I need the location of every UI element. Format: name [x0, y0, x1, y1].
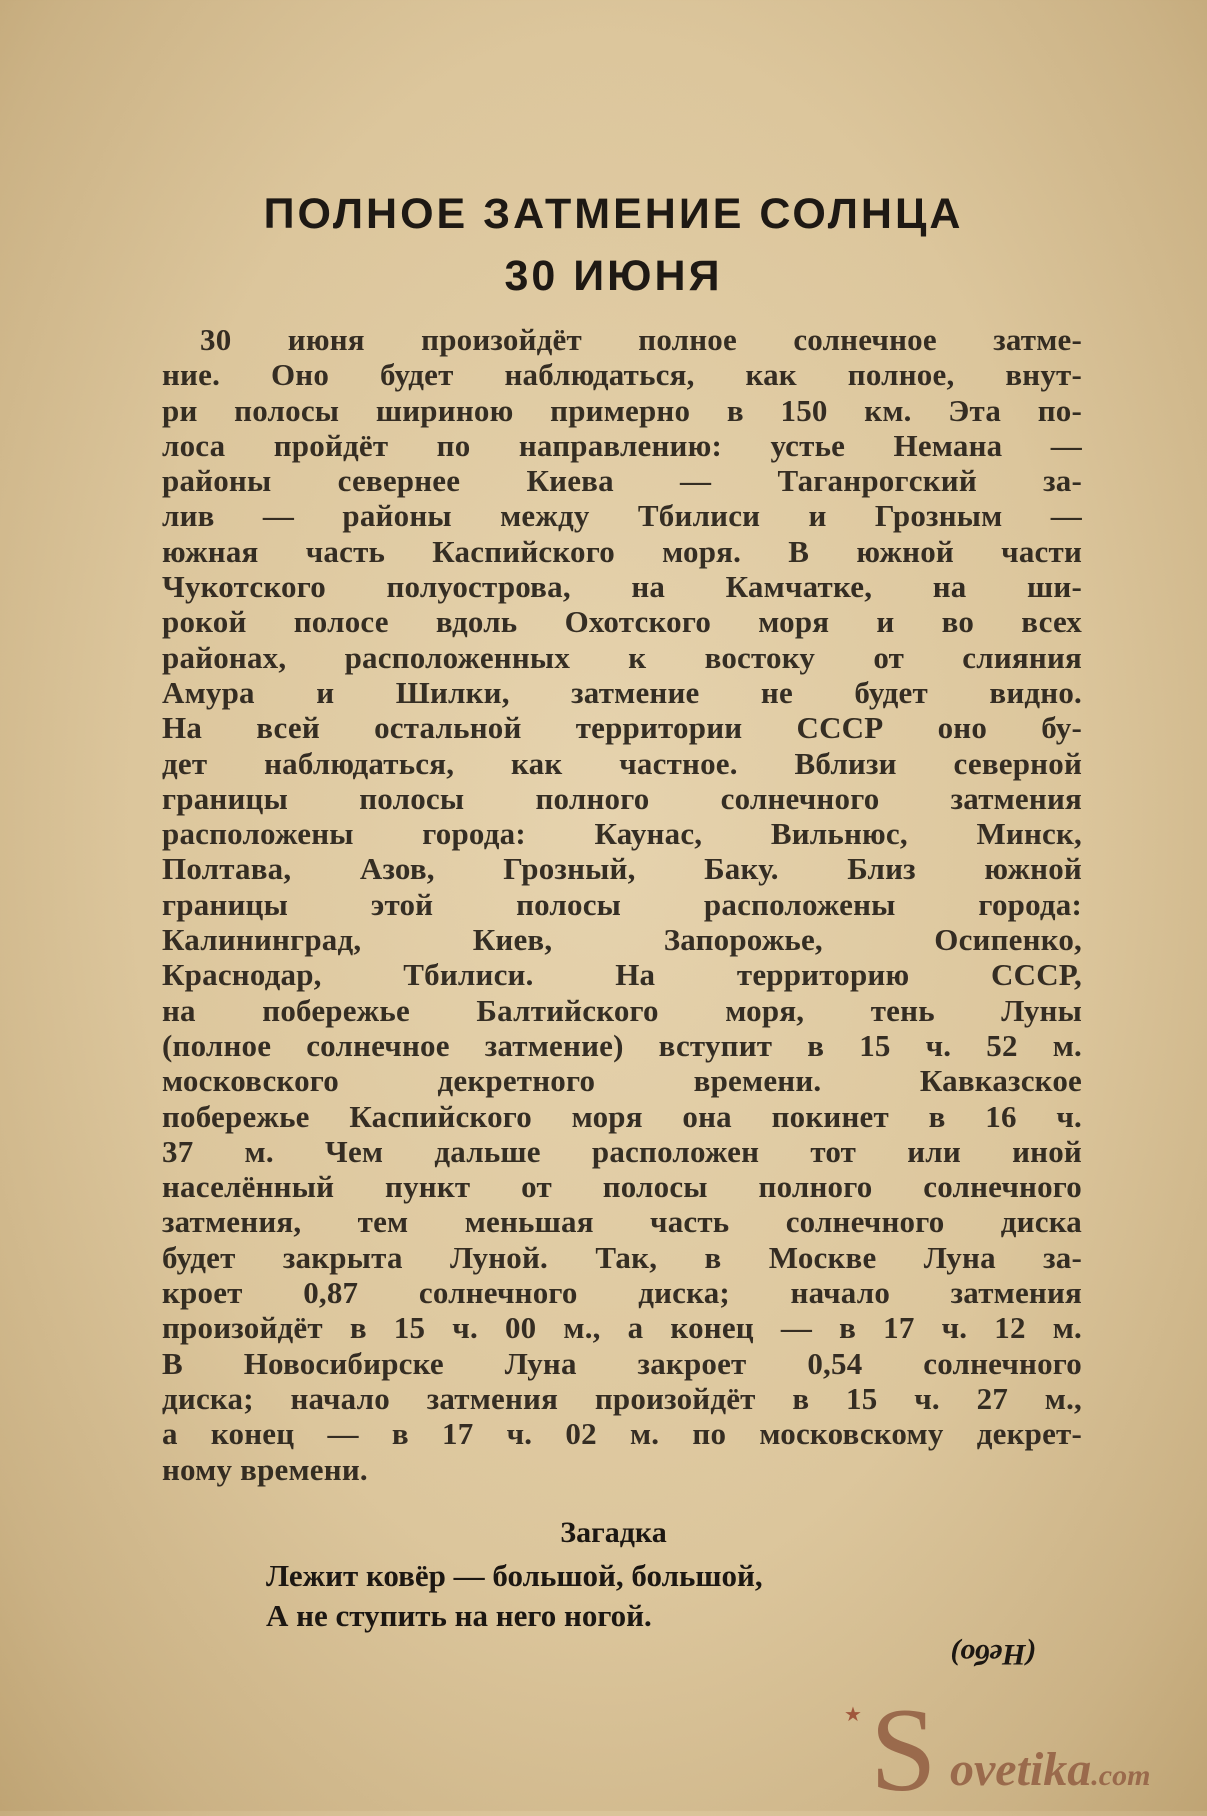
sovetika-watermark-logo [844, 1683, 1200, 1816]
article-title-line-2: 30 ИЮНЯ [504, 252, 723, 300]
body-line: произойдёт в 15 ч. 00 м., а конец — в 17 ч. 12 м. [162, 1310, 1082, 1346]
body-line: южная часть Каспийского моря. В южной части [162, 533, 1082, 569]
body-line: московского декретного времени. Кавказское [162, 1063, 1082, 1099]
body-line: Чукотского полуострова, на Камчатке, на ши- [162, 569, 1082, 605]
body-line: На всей остальной территории СССР оно бу- [162, 710, 1082, 746]
logo-domain: .com [1091, 1759, 1151, 1792]
body-line: расположены города: Каунас, Вильнюс, Минск, [162, 816, 1082, 852]
body-line: ному времени. [162, 1451, 368, 1487]
riddle-line: А не ступить на него ногой. [266, 1598, 652, 1633]
body-line: 37 м. Чем дальше расположен тот или иной [162, 1133, 1082, 1169]
body-line: лив — районы между Тбилиси и Грозным — [162, 498, 1082, 534]
body-line: районах, расположенных к востоку от слияния [162, 639, 1082, 675]
body-line: Амура и Шилки, затмение не будет видно. [162, 674, 1082, 710]
riddle-line: Лежит ковёр — большой, большой, [266, 1558, 763, 1593]
body-line: ри полосы шириною примерно в 150 км. Эта по- [162, 392, 1082, 428]
body-line: побережье Каспийского моря она покинет в 16 ч. [162, 1098, 1082, 1134]
star-icon: ★ [844, 1704, 862, 1726]
article-body [162, 322, 1082, 1487]
logo-text: ovetika [950, 1743, 1092, 1796]
body-line: на побережье Балтийского моря, тень Луны [162, 992, 1082, 1028]
article-title-line-1: ПОЛНОЕ ЗАТМЕНИЕ СОЛНЦА [263, 190, 964, 238]
body-line: (полное солнечное затмение) вступит в 15 ч. 52 м. [162, 1027, 1082, 1063]
body-line: границы полосы полного солнечного затмения [162, 780, 1082, 816]
body-line: районы севернее Киева — Таганрогский за- [162, 463, 1082, 499]
body-line: будет закрыта Луной. Так, в Москве Луна за- [162, 1239, 1082, 1275]
body-line: лоса пройдёт по направлению: устье Немана — [162, 427, 1082, 463]
body-line: 30 июня произойдёт полное солнечное затме- [200, 322, 1082, 357]
logo-letter: S [870, 1683, 937, 1816]
riddle-title: Загадка [560, 1516, 667, 1549]
body-line: В Новосибирске Луна закроет 0,54 солнечного [162, 1345, 1082, 1381]
body-line: границы этой полосы расположены города: [162, 886, 1082, 922]
body-line: кроет 0,87 солнечного диска; начало затмения [162, 1275, 1082, 1311]
riddle-answer-upside-down: (Небо) [950, 1638, 1036, 1671]
body-line: затмения, тем меньшая часть солнечного диска [162, 1204, 1082, 1240]
body-line: диска; начало затмения произойдёт в 15 ч. 27 м., [162, 1380, 1082, 1416]
body-line: Краснодар, Тбилиси. На территорию СССР, [162, 957, 1082, 993]
body-line: ние. Оно будет наблюдаться, как полное, внут- [162, 357, 1082, 393]
body-line: Полтава, Азов, Грозный, Баку. Близ южной [162, 851, 1082, 887]
body-line: Калининград, Киев, Запорожье, Осипенко, [162, 922, 1082, 958]
body-line: дет наблюдаться, как частное. Вблизи северной [162, 745, 1082, 781]
body-line: а конец — в 17 ч. 02 м. по московскому декрет- [162, 1416, 1082, 1452]
body-line: рокой полосе вдоль Охотского моря и во всех [162, 604, 1082, 640]
body-line: населённый пункт от полосы полного солнечного [162, 1169, 1082, 1205]
